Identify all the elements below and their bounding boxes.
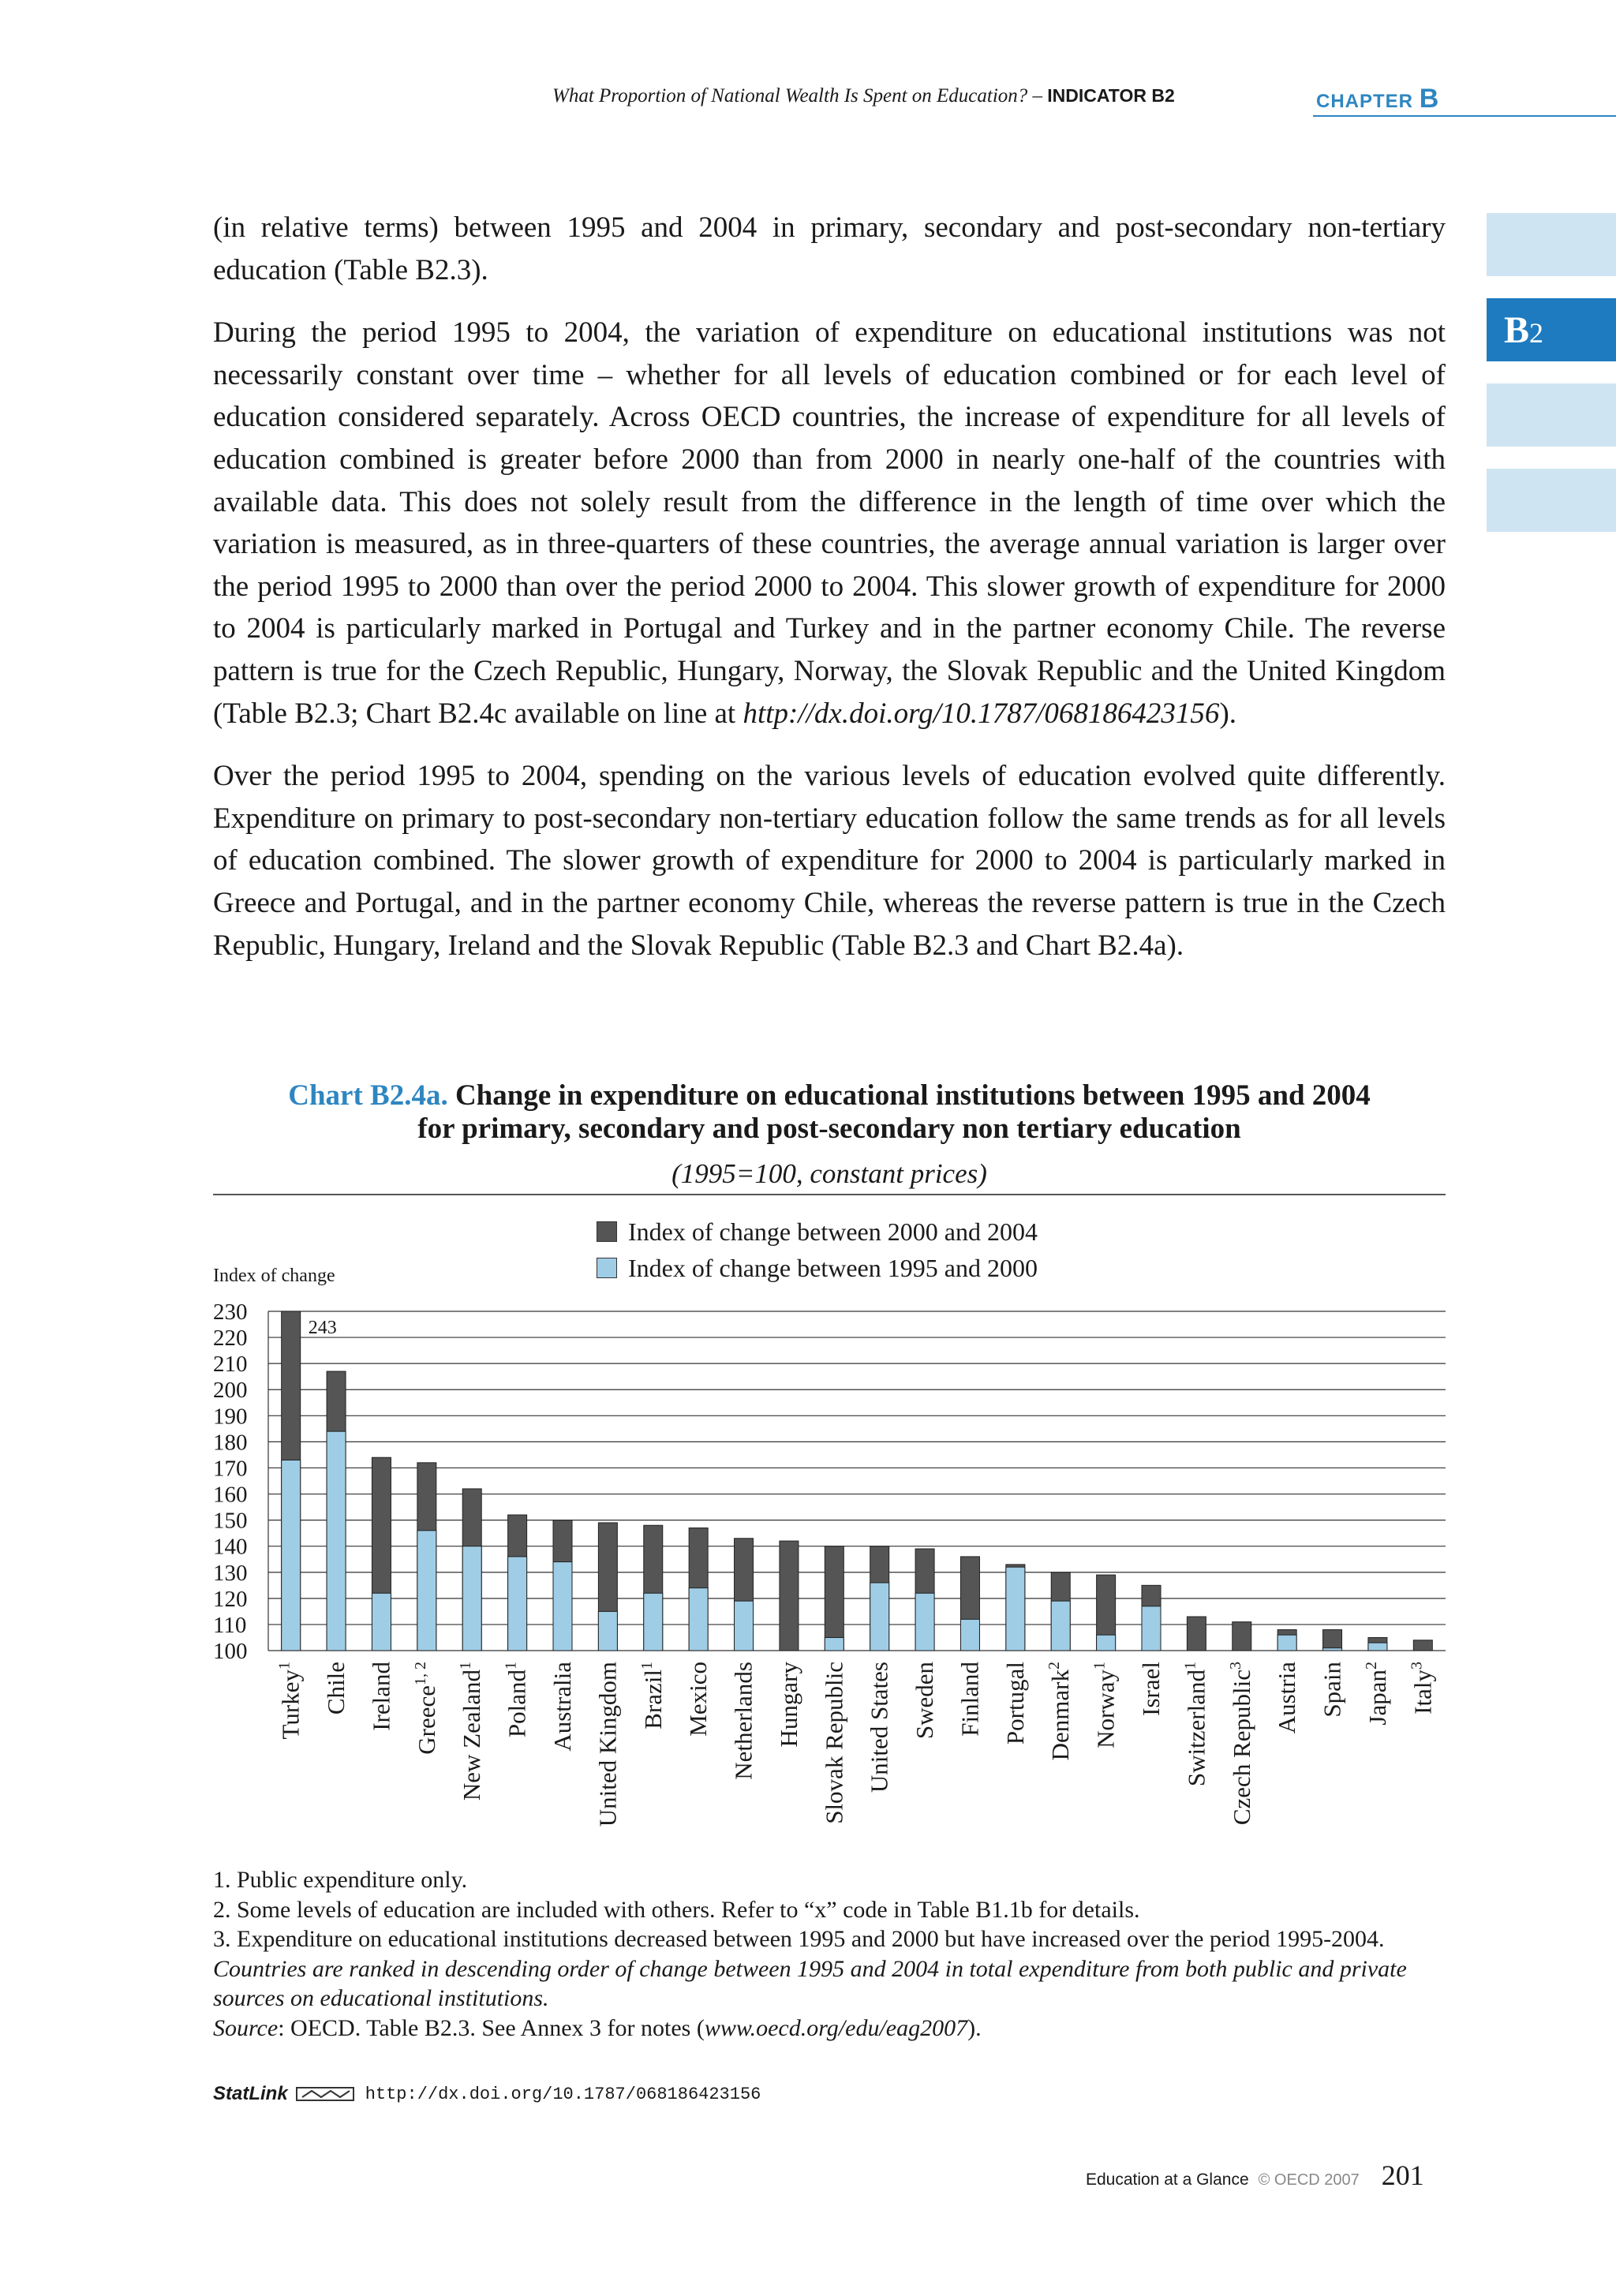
bar-1995-2000 [689, 1588, 708, 1651]
footnote-3: 3. Expenditure on educational institutions decreased between 1995 and 2000 but have increased over the period 1995-2004. [213, 1926, 1385, 1952]
category-label: Hungary [774, 1662, 802, 1748]
bar-1995-2000 [1006, 1567, 1025, 1651]
header-title: What Proportion of National Wealth Is Spent on Education? [552, 85, 1028, 107]
legend-label-1995-2000: Index of change between 1995 and 2000 [628, 1254, 1038, 1282]
category-label: Ireland [367, 1662, 395, 1731]
category-label: Slovak Republic [820, 1662, 848, 1824]
bar-2000-2004 [1233, 1622, 1251, 1651]
chart-subtitle: (1995=100, constant prices) [671, 1158, 987, 1189]
bar-1995-2000 [1097, 1635, 1116, 1651]
legend-swatch-dark [597, 1221, 617, 1242]
bar-chart [213, 1262, 1452, 1862]
ranking-note: Countries are ranked in descending order of change between 1995 and 2004 in total expenditure from both public and private sources on educational institutions. [213, 1955, 1407, 2011]
category-footnote: 1 [275, 1662, 294, 1670]
side-tab-b4 [1487, 469, 1616, 532]
chart-title-line2: for primary, secondary and post-secondary non tertiary education [417, 1112, 1241, 1145]
y-tick-label: 160 [213, 1482, 248, 1508]
bar-1995-2000 [598, 1611, 617, 1651]
bar-2000-2004 [1413, 1640, 1432, 1651]
bar-2000-2004 [780, 1541, 799, 1651]
paragraph-2-link[interactable]: http://dx.doi.org/10.1787/068186423156 [743, 697, 1220, 730]
category-label: United States [865, 1662, 893, 1793]
footnotes [213, 1865, 1446, 2043]
bar-1995-2000 [417, 1531, 436, 1651]
category-label: Austria [1273, 1662, 1301, 1734]
y-tick-label: 220 [213, 1326, 248, 1352]
category-label: Brazil$^1$ [638, 1662, 667, 1729]
statlink [213, 2083, 761, 2105]
category-footnote: 1 [1090, 1662, 1109, 1670]
category-footnote: 3 [1408, 1662, 1426, 1670]
category-label: Poland$^1$ [502, 1662, 531, 1738]
chart-rule [213, 1194, 1446, 1195]
header-dash: – [1027, 85, 1048, 107]
y-tick-label: 140 [213, 1534, 248, 1560]
bar-1995-2000 [1277, 1635, 1296, 1651]
side-tab-sub: 2 [1529, 317, 1544, 349]
bar-1995-2000 [282, 1460, 301, 1651]
paragraph-1: (in relative terms) between 1995 and 2004 in primary, secondary and post-secondary non-tertiary education (Table B2.3). [213, 211, 1446, 286]
bar-1995-2000 [327, 1431, 346, 1651]
bar-1995-2000 [870, 1583, 889, 1651]
side-tab-b1 [1487, 213, 1616, 276]
y-axis-label: Index of change [213, 1266, 335, 1286]
category-label: Greece$^{1, 2}$ [411, 1662, 440, 1755]
category-label: United Kingdom [593, 1662, 622, 1827]
footnote-1: 1. Public expenditure only. [213, 1867, 468, 1893]
legend-label-2000-2004: Index of change between 2000 and 2004 [628, 1217, 1038, 1246]
source-link[interactable]: www.oecd.org/edu/eag2007 [704, 2014, 968, 2041]
bar-1995-2000 [508, 1557, 527, 1651]
category-footnote: 2 [1362, 1662, 1380, 1670]
source-end: ). [967, 2014, 982, 2041]
chapter-letter: B [1419, 84, 1440, 114]
chapter-label [1316, 84, 1439, 114]
side-tab-label: B [1504, 309, 1530, 351]
category-label: Portugal [1001, 1662, 1029, 1745]
header-rule [1313, 115, 1616, 117]
category-footnote: 1 [1181, 1662, 1199, 1670]
y-tick-label: 180 [213, 1430, 248, 1456]
category-label: Italy$^3$ [1408, 1662, 1437, 1715]
y-tick-label: 100 [213, 1639, 248, 1664]
y-tick-label: 200 [213, 1378, 248, 1404]
bar-1995-2000 [960, 1619, 979, 1651]
category-footnote: 1 [502, 1662, 520, 1670]
chart-title-line1: Change in expenditure on educational institutions between 1995 and 2004 [454, 1079, 1371, 1112]
bar-1995-2000 [1142, 1606, 1161, 1651]
category-label: Turkey$^1$ [275, 1662, 305, 1740]
bar-1995-2000 [1368, 1643, 1387, 1651]
category-footnote: 1 [457, 1662, 475, 1670]
bar-2000-2004 [825, 1546, 844, 1651]
bar-1995-2000 [1051, 1601, 1070, 1651]
bar-2000-2004 [1323, 1630, 1342, 1651]
category-label: Japan$^2$ [1362, 1662, 1391, 1726]
chart-area [213, 1262, 1452, 1866]
source-note [213, 2014, 1446, 2044]
bar-1995-2000 [644, 1593, 663, 1651]
bar-2000-2004 [1187, 1617, 1206, 1651]
statlink-url[interactable]: http://dx.doi.org/10.1787/068186423156 [365, 2084, 761, 2104]
category-label: Finland [956, 1662, 984, 1737]
footer-publication: Education at a Glance [1086, 2171, 1249, 2189]
bar-1995-2000 [1323, 1648, 1342, 1651]
bar-1995-2000 [915, 1593, 934, 1651]
category-label: Sweden [911, 1662, 939, 1740]
source-text: : OECD. Table B2.3. See Annex 3 for notes ( [278, 2014, 705, 2041]
side-tab-b2 [1487, 298, 1616, 361]
chapter-word: CHAPTER [1316, 91, 1414, 112]
bar-1995-2000 [825, 1637, 844, 1651]
paragraph-2-text: During the period 1995 to 2004, the variation of expenditure on educational institutions was not necessarily constant over time – whether for all levels of education combined or for each level of education considered separately. Across OECD countries, the increase of expenditure for all levels of education combined is greater before 2000 than from 2000 in nearly one-half of the countries with available data. This does not solely result from the difference in the length of time over which the variation is measured, as in three-quarters of these countries, the average annual variation is larger over the period 1995 to 2000 than over the period 2000 to 2004. This slower growth of expenditure for 2000 to 2004 is particularly marked in Portugal and Turkey and in the partner economy Chile. The reverse pattern is true for the Czech Republic, Hungary, Norway, the Slovak Republic and the United Kingdom (Table B2.3; Chart B2.4c available on line at [213, 316, 1446, 730]
category-label: Denmark$^2$ [1046, 1662, 1075, 1761]
source-label: Source [213, 2014, 279, 2041]
category-label: Spain [1318, 1662, 1346, 1718]
category-label: Israel [1137, 1662, 1165, 1716]
y-tick-label: 170 [213, 1456, 248, 1482]
category-label: Switzerland$^1$ [1181, 1662, 1210, 1787]
statlink-logo: StatLink [213, 2083, 288, 2104]
chart-title [213, 1079, 1446, 1146]
category-label: Australia [548, 1662, 576, 1752]
footer-copyright: © OECD 2007 [1258, 2171, 1360, 2189]
side-tab-b3 [1487, 383, 1616, 447]
y-tick-label: 130 [213, 1560, 248, 1586]
category-label: Norway$^1$ [1090, 1662, 1120, 1748]
bar-1995-2000 [735, 1601, 754, 1651]
page-footer [1086, 2159, 1424, 2192]
legend-item-2000-2004 [597, 1213, 1038, 1250]
header-indicator: INDICATOR B2 [1047, 85, 1175, 106]
category-label: Mexico [684, 1662, 713, 1737]
category-footnote: 1, 2 [411, 1662, 429, 1685]
category-label: Netherlands [729, 1662, 758, 1780]
y-tick-label: 190 [213, 1404, 248, 1430]
paragraph-3: Over the period 1995 to 2004, spending on the various levels of education evolved quite differently. Expenditure on primary to post-secondary non-tertiary education follow the same trends as for all levels of education combined. The slower growth of expenditure for 2000 to 2004 is particularly marked in Greece and Portugal, and in the partner economy Chile, whereas the reverse pattern is true in the Czech Republic, Hungary, Ireland and the Slovak Republic (Table B2.3 and Chart B2.4a). [213, 760, 1446, 962]
category-footnote: 1 [638, 1662, 656, 1670]
bar-1995-2000 [462, 1546, 481, 1651]
category-footnote: 2 [1046, 1662, 1064, 1670]
y-tick-label: 150 [213, 1508, 248, 1534]
footnote-2: 2. Some levels of education are included with others. Refer to “x” code in Table B1.1b for details. [213, 1896, 1140, 1923]
body-text [213, 207, 1446, 987]
paragraph-2-end: ). [1219, 697, 1237, 730]
category-label: Czech Republic$^3$ [1226, 1662, 1255, 1826]
statlink-icon [296, 2085, 354, 2103]
chart-label: Chart B2.4a. [288, 1079, 448, 1112]
y-tick-label: 210 [213, 1352, 248, 1378]
category-label: Chile [322, 1662, 350, 1715]
category-label: New Zealand$^1$ [457, 1662, 486, 1801]
page-number: 201 [1381, 2160, 1424, 2191]
category-footnote: 3 [1226, 1662, 1244, 1670]
y-tick-label: 120 [213, 1586, 248, 1612]
bar-1995-2000 [372, 1593, 391, 1651]
y-tick-label: 110 [213, 1612, 247, 1638]
data-label: 243 [308, 1318, 337, 1338]
y-tick-label: 230 [213, 1299, 248, 1325]
bar-1995-2000 [553, 1562, 572, 1651]
paragraph-2 [213, 312, 1446, 735]
